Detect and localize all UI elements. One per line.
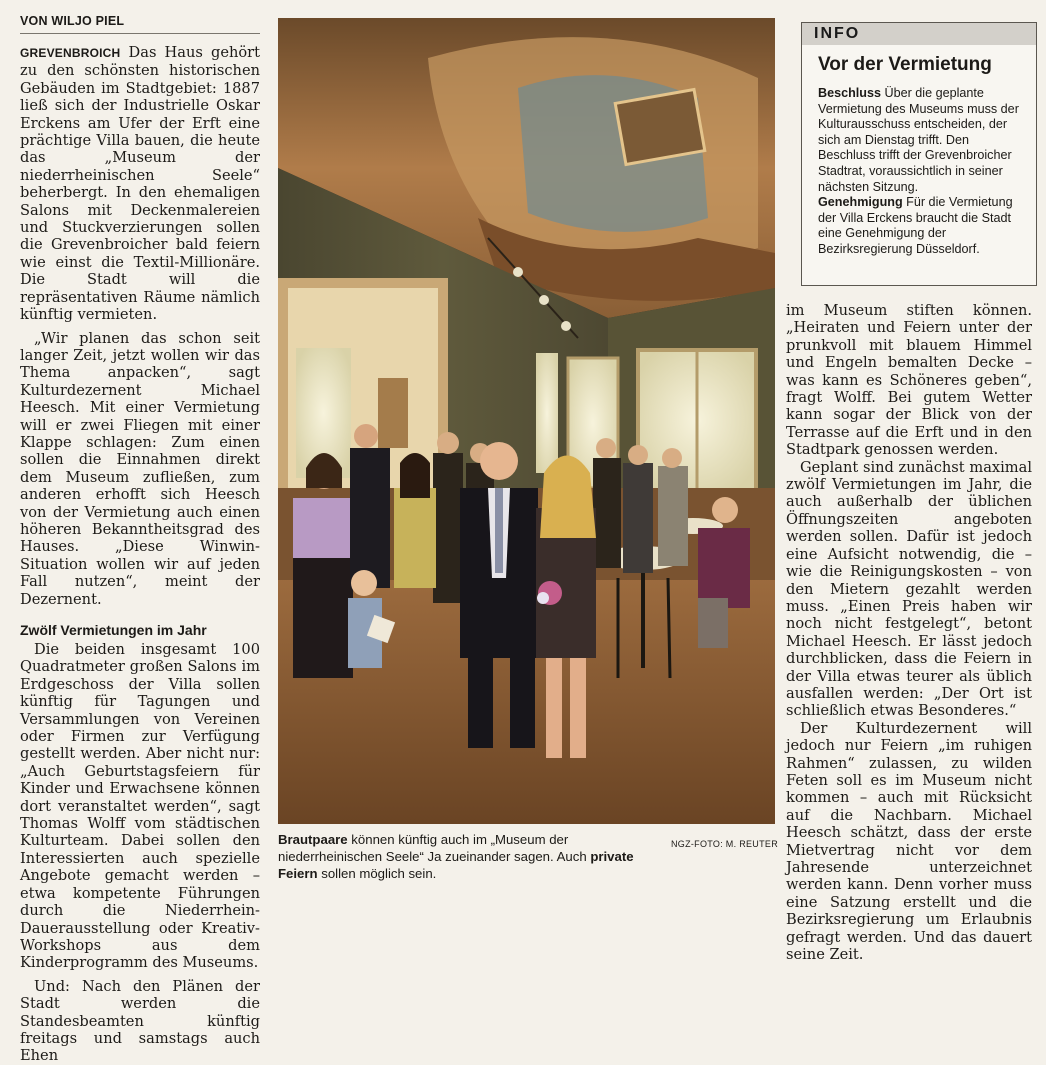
caption-text-2: sollen möglich sein. — [317, 866, 437, 881]
photo-caption — [278, 831, 778, 882]
paragraph-text: Das Haus gehört zu den schönsten historischen Gebäuden im Stadtgebiet: 1887 ließ sich der Industrielle Oskar Erckens am Ufer der Erft eine prächtige Villa bauen, die heute das „Museum der niederrheinischen Seele“ beherbergt. In den ehemaligen Salons mit Deckenmalereien und Stuckverzierungen sollen die Grevenbroicher bald feiern wie einst die Textil-Millionäre. Die Stadt will die repräsentativen Räume nämlich künftig vermieten. — [20, 44, 260, 324]
article-paragraph-6: Geplant sind zunächst maximal zwölf Vermietungen im Jahr, die auch außerhalb der üblichen Öffnungszeiten angeboten werden sollen. Dafür ist jedoch eine Aufsicht notwendig, die – wie die Reinigungskosten – von den Mietern gezahlt werden muss. „Einen Preis haben wir noch nicht festgelegt“, betont Michael Heesch. Er lässt jedoch durchblicken, dass die Feiern in der Villa etwas teurer als üblich ausfallen werden: „Der Ort ist schließlich etwas Besonderes.“ — [786, 458, 1032, 720]
photo-wedding-salon — [278, 18, 775, 824]
article-paragraph-2: „Wir planen das schon seit langer Zeit, jetzt wollen wir das Thema anpacken“, sagt Kulturdezernent Michael Heesch. Mit einer Vermietung will er zwei Fliegen mit einer Klappe schlagen: Zum einen sollen die Einnahmen direkt dem Museum zufließen, zum anderen erhofft sich Heesch von der Vermietung auch einen höheren Bekanntheitsgrad des Hauses. „Diese Winwin-Situation wollen wir auf jeden Fall nutzen“, meint der Dezernent. — [20, 329, 260, 608]
photo-illustration — [278, 18, 775, 824]
article-column-left — [20, 44, 260, 1065]
dateline: GREVENBROICH — [20, 46, 121, 60]
info-item-genehmigung — [818, 195, 1026, 257]
article-paragraph-7: Der Kulturdezernent will jedoch nur Feiern „im ruhigen Rahmen“ zulassen, zu wilden Feten soll es im Museum nicht kommen – auch mit Rücksicht auf die Nachbarn. Michael Heesch schätzt, dass der erste Mietvertrag nicht vor dem Jahresende unterzeichnet werden kann. Denn vorher muss eine Satzung erstellt und die Bezirksregierung um Erlaubnis gefragt werden. Und das dauert seine Zeit. — [786, 719, 1032, 964]
info-item-beschluss — [818, 86, 1026, 195]
caption-text-1: können künftig auch im „Museum der niederrheinischen Seele“ Ja zueinander sagen. Auch — [278, 832, 591, 864]
byline: VON WILJO PIEL — [20, 14, 260, 34]
info-box — [801, 22, 1037, 286]
article-column-right — [786, 302, 1032, 963]
info-item-text: Über die geplante Vermietung des Museums muss der Kulturausschuss entscheiden, der sich am Dienstag trifft. Den Beschluss trifft der Grevenbroicher Stadtrat, voraussichtlich in seiner nächsten Sitzung. — [818, 86, 1019, 194]
info-title: Vor der Vermietung — [818, 54, 992, 75]
article-paragraph-5: im Museum stiften können. „Heiraten und Feiern unter der prunkvoll mit blauem Himmel und Engeln bemalten Decke – was kann es Schöneres geben“, fragt Wolff. Bei gutem Wetter kann sogar der Blick von der Terrasse auf die Erft und in den Stadtpark genossen werden. — [786, 302, 1032, 459]
subheading: Zwölf Vermietungen im Jahr — [20, 622, 207, 638]
article-paragraph-1 — [20, 44, 260, 324]
info-item-text: Für die Vermietung der Villa Erckens braucht die Stadt eine Genehmigung der Bezirksregierung Düsseldorf. — [818, 195, 1013, 256]
info-item-label: Genehmigung — [818, 195, 903, 210]
info-item-label: Beschluss — [818, 86, 881, 100]
article-paragraph-4: Und: Nach den Plänen der Stadt werden die Standesbeamten künftig freitags und samstags auch Ehen — [20, 977, 260, 1065]
caption-bold-1: Brautpaare — [278, 832, 348, 847]
article-paragraph-3: Die beiden insgesamt 100 Quadratmeter großen Salons im Erdgeschoss der Villa sollen künftig für Tagungen und Versammlungen von Vereinen oder Firmen zur Verfügung gestellt werden. Aber nicht nur: „Auch Geburtstagsfeiern für Kinder und Erwachsene können dort veranstaltet werden“, sagt Thomas Wolff vom städtischen Kulturteam. Dabei sollen den Interessierten auch spezielle Angebote gemacht werden – etwa kompetente Führungen durch die Niederrhein-Dauerausstellung oder Kreativ-Workshops aus dem Kinderprogramm des Museums. — [20, 641, 260, 972]
info-body — [802, 86, 1036, 258]
info-tag: INFO — [802, 23, 1036, 45]
photo-credit: NGZ-FOTO: M. REUTER — [670, 839, 778, 849]
caption-bold-2: private Feiern — [278, 849, 634, 881]
